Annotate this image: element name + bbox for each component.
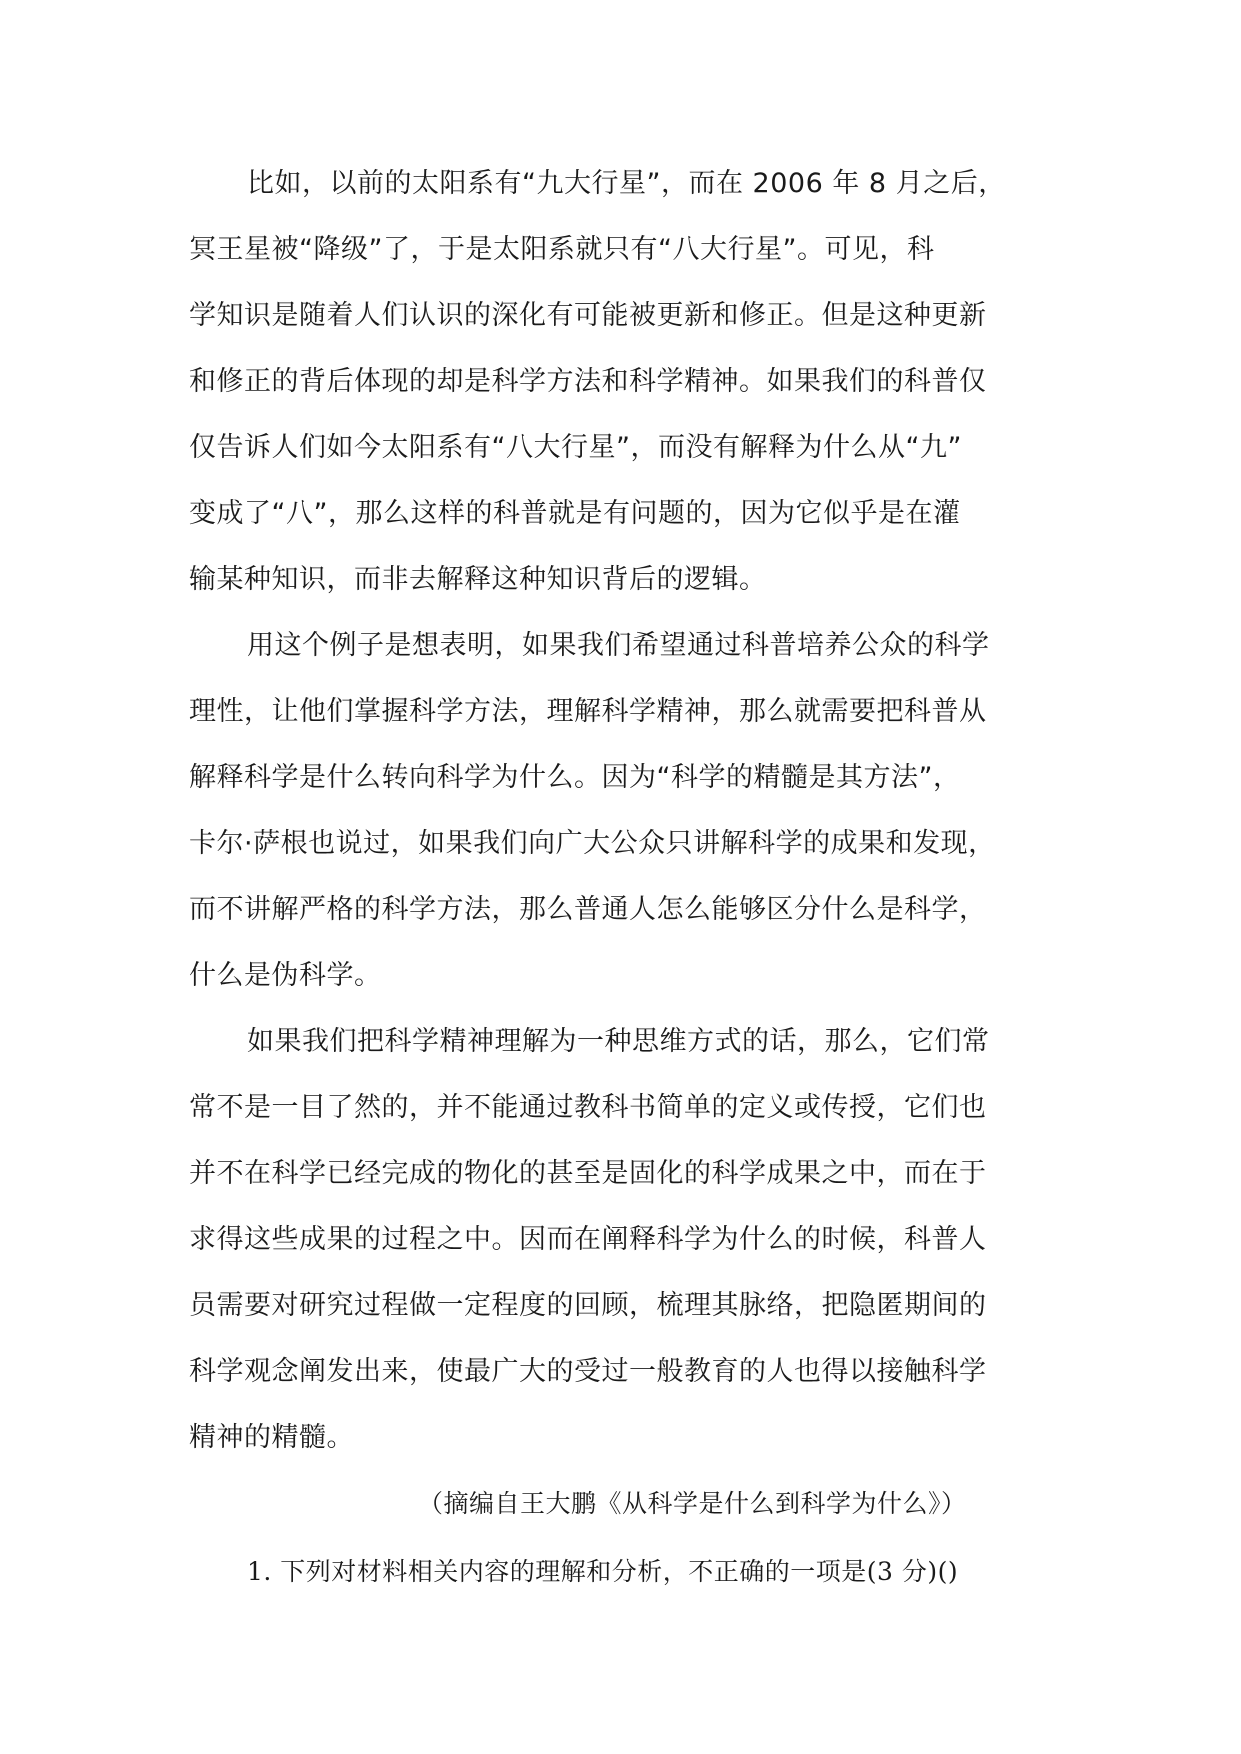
paragraph-2-line-3: 解释科学是什么转向科学为什么。因为“科学的精髓是其方法”， <box>189 762 961 793</box>
paragraph-1-line-2: 冥王星被“降级”了，于是太阳系就只有“八大行星”。可见，科 <box>189 234 935 265</box>
source-citation: （摘编自王大鹏《从科学是什么到科学为什么》） <box>418 1489 967 1518</box>
paragraph-2-line-1: 用这个例子是想表明，如果我们希望通过科普培养公众的科学 <box>247 630 990 661</box>
paragraph-1-line-3: 学知识是随着人们认识的深化有可能被更新和修正。但是这种更新 <box>189 300 987 331</box>
paragraph-3-line-7: 精神的精髓。 <box>189 1422 354 1453</box>
paragraph-3-line-2: 常不是一目了然的，并不能通过教科书简单的定义或传授，它们也 <box>189 1092 987 1123</box>
paragraph-2-line-6: 什么是伪科学。 <box>189 960 382 991</box>
paragraph-2-line-4: 卡尔·萨根也说过，如果我们向广大公众只讲解科学的成果和发现， <box>189 828 996 859</box>
paragraph-3-line-6: 科学观念阐发出来，使最广大的受过一般教育的人也得以接触科学 <box>189 1356 987 1387</box>
paragraph-2-line-5: 而不讲解严格的科学方法，那么普通人怎么能够区分什么是科学， <box>189 894 987 925</box>
paragraph-3-line-1: 如果我们把科学精神理解为一种思维方式的话，那么，它们常 <box>247 1026 990 1057</box>
paragraph-1-line-6: 变成了“八”，那么这样的科普就是有问题的，因为它似乎是在灌 <box>189 498 961 529</box>
paragraph-1-line-4: 和修正的背后体现的却是科学方法和科学精神。如果我们的科普仅 <box>189 366 987 397</box>
paragraph-3-line-3: 并不在科学已经完成的物化的甚至是固化的科学成果之中，而在于 <box>189 1158 987 1189</box>
paragraph-3-line-4: 求得这些成果的过程之中。因而在阐释科学为什么的时候，科普人 <box>189 1224 987 1255</box>
paragraph-1-line-5: 仅告诉人们如今太阳系有“八大行星”，而没有解释为什么从“九” <box>189 432 962 463</box>
paragraph-1-line-1: 比如，以前的太阳系有“九大行星”，而在 2006 年 8 月之后， <box>247 168 1006 199</box>
paragraph-1-line-7: 输某种知识，而非去解释这种知识背后的逻辑。 <box>189 564 767 595</box>
paragraph-3-line-5: 员需要对研究过程做一定程度的回顾，梳理其脉络，把隐匿期间的 <box>189 1290 987 1321</box>
question-1: 1. 下列对材料相关内容的理解和分析，不正确的一项是(3 分)() <box>247 1557 959 1586</box>
paragraph-2-line-2: 理性，让他们掌握科学方法，理解科学精神，那么就需要把科普从 <box>189 696 987 727</box>
